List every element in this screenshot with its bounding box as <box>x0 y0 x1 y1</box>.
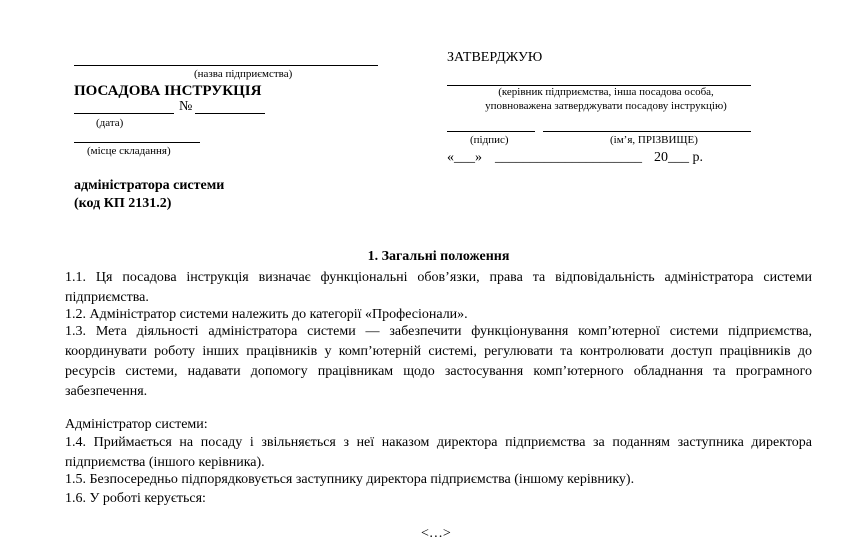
paragraph-1-5: 1.5. Безпосередньо підпорядковується заступнику директора підприємства (іншому керівнику). <box>65 472 635 487</box>
paragraph-1-3: 1.3. Мета діяльності адміністратора системи — забезпечити функціонування комп’ютерної системи підприємства, координувати роботу інших працівників у комп’ютерній системі, регулювати та контролювати доступ працівників до ресурсів системи, надавати допомогу працівникам щодо застосування комп’ютерного обладнання та програмного забезпечення. <box>65 324 812 399</box>
company-name-caption: (назва підприємства) <box>194 68 293 80</box>
document-title: ПОСАДОВА ІНСТРУКЦІЯ <box>74 83 262 99</box>
number-sign: № <box>179 99 193 114</box>
signature-caption: (підпис) <box>470 134 509 146</box>
number-line <box>195 113 265 114</box>
company-name-line <box>74 65 378 66</box>
paragraph-1-2: 1.2. Адміністратор системи належить до категорії «Професіонали». <box>65 307 468 322</box>
approve-date-month: _____________________ <box>495 150 642 165</box>
approve-date-day: «___» <box>447 150 482 165</box>
approver-caption-1: (керівник підприємства, інша посадова особа, <box>498 86 714 98</box>
paragraph-1-6: 1.6. У роботі керується: <box>65 491 206 506</box>
paragraph-1-4: 1.4. Приймається на посаду і звільняється з неї наказом директора підприємства за поданням заступника директора підприємства (іншого керівника). <box>65 435 812 470</box>
position-code: (код КП 2131.2) <box>74 196 172 211</box>
signature-line <box>447 131 535 132</box>
date-caption: (дата) <box>96 117 124 129</box>
approve-label: ЗАТВЕРДЖУЮ <box>447 50 543 65</box>
section-heading: 1. Загальні положення <box>367 249 510 264</box>
approve-date-year: 20___ р. <box>654 150 703 165</box>
place-caption: (місце складання) <box>87 145 171 157</box>
ellipsis-marker: <…> <box>421 526 451 541</box>
place-line <box>74 142 200 143</box>
approver-caption-2: уповноважена затверджувати посадову інструкцію) <box>485 100 727 112</box>
date-line <box>74 113 174 114</box>
paragraph-1-1: 1.1. Ця посадова інструкція визначає функціональні обов’язки, права та відповідальність адміністратора системи підприємства. <box>65 270 812 305</box>
name-line <box>543 131 751 132</box>
position-name: адміністратора системи <box>74 178 225 193</box>
admin-intro: Адміністратор системи: <box>65 417 208 432</box>
name-caption: (ім’я, ПРІЗВИЩЕ) <box>610 134 698 146</box>
